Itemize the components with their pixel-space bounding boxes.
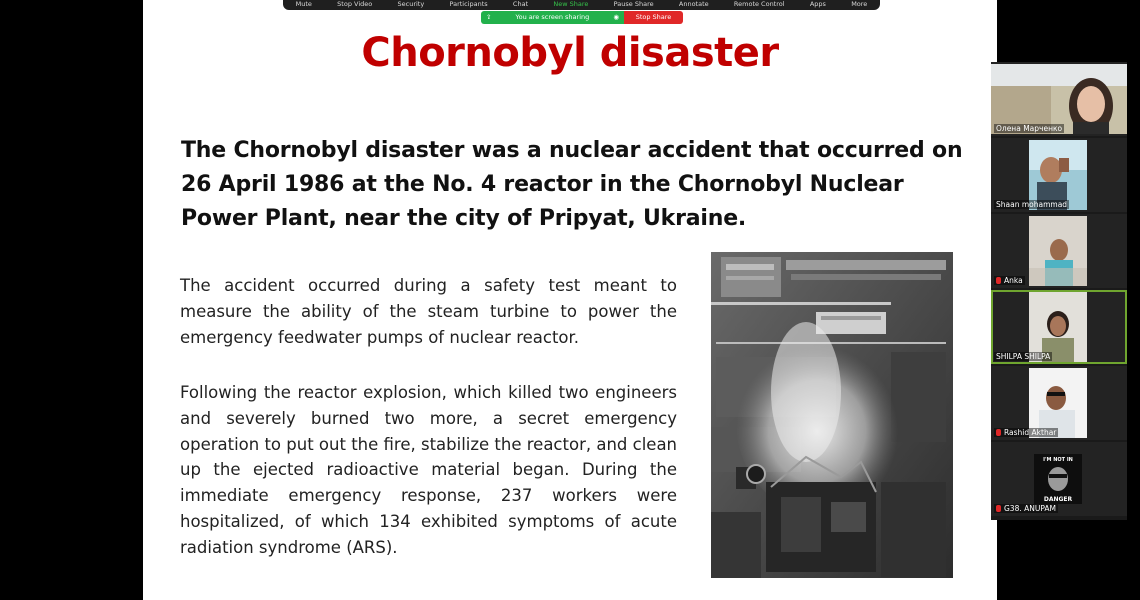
mute-button[interactable]: Mute [295,0,312,8]
participant-name-text: Anka [1004,276,1023,285]
participant-tile[interactable] [991,442,1127,516]
shared-slide [143,0,997,600]
meeting-toolbar [283,0,880,10]
participant-tile[interactable] [991,62,1127,136]
aerial-reactor-photo [711,252,953,578]
poster-bottom-text: DANGER [1043,496,1073,503]
sharing-status-text: You are screen sharing [515,13,590,21]
participant-video-panel [991,62,1127,520]
participant-name: Олена Марченко [996,124,1063,133]
muted-mic-icon [996,429,1001,436]
participant-name-text: Rashid Akthar [1004,428,1057,437]
participant-tile[interactable] [991,138,1127,212]
participant-tile-active-speaker[interactable] [991,290,1127,364]
remote-control-button[interactable]: Remote Control [733,0,785,8]
chat-button[interactable]: Chat [512,0,529,8]
annotate-button[interactable]: Annotate [678,0,709,8]
more-button[interactable]: More [851,0,868,8]
slide-paragraph-1: The accident occurred during a safety test meant to measure the ability of the steam turbine to power the emergency feedwater pumps of nuclear reactor. [180,276,677,347]
stop-video-button[interactable]: Stop Video [337,0,373,8]
reactor-photo-image [711,252,953,578]
screen-share-indicator [481,11,683,24]
shield-icon: ◉ [613,13,619,21]
participant-name: SHILPA SHILPA [996,352,1051,361]
muted-mic-icon [996,505,1001,512]
security-button[interactable]: Security [397,0,425,8]
slide-title: Chornobyl disaster [361,30,779,76]
new-share-button[interactable]: New Share [553,0,589,8]
apps-button[interactable]: Apps [809,0,826,8]
participant-name: Shaan mohammad [996,200,1068,209]
participant-name [994,276,1025,285]
screen-share-icon: ⇪ [486,13,492,21]
participant-name-text: G38. ANUPAM [1004,504,1056,513]
stop-share-button[interactable]: Stop Share [624,11,683,24]
participants-button[interactable]: Participants [449,0,488,8]
participant-tile[interactable] [991,366,1127,440]
sharing-status-pill[interactable] [481,11,624,24]
participant-tile[interactable] [991,214,1127,288]
slide-paragraph-2: Following the reactor explosion, which killed two engineers and severely burned two more, a secret emergency operation to put out the fire, stabilize the reactor, and clean up the ejected radioactive material began. During the immediate emergency response, 237 workers were hospitalized, of which 134 exhibited symptoms of acute radiation syndrome (ARS). [180,383,678,557]
pause-share-button[interactable]: Pause Share [613,0,654,8]
poster-top-text: I'M NOT IN [1043,457,1073,463]
participant-video [1029,216,1087,286]
muted-mic-icon [996,277,1001,284]
participant-name [994,428,1058,437]
participant-name [994,504,1058,513]
slide-lead-paragraph: The Chornobyl disaster was a nuclear accident that occurred on 26 April 1986 at the No. 4 reactor in the Chornobyl Nuclear Power Plant, near the city of Pripyat, Ukraine. [181,138,963,231]
